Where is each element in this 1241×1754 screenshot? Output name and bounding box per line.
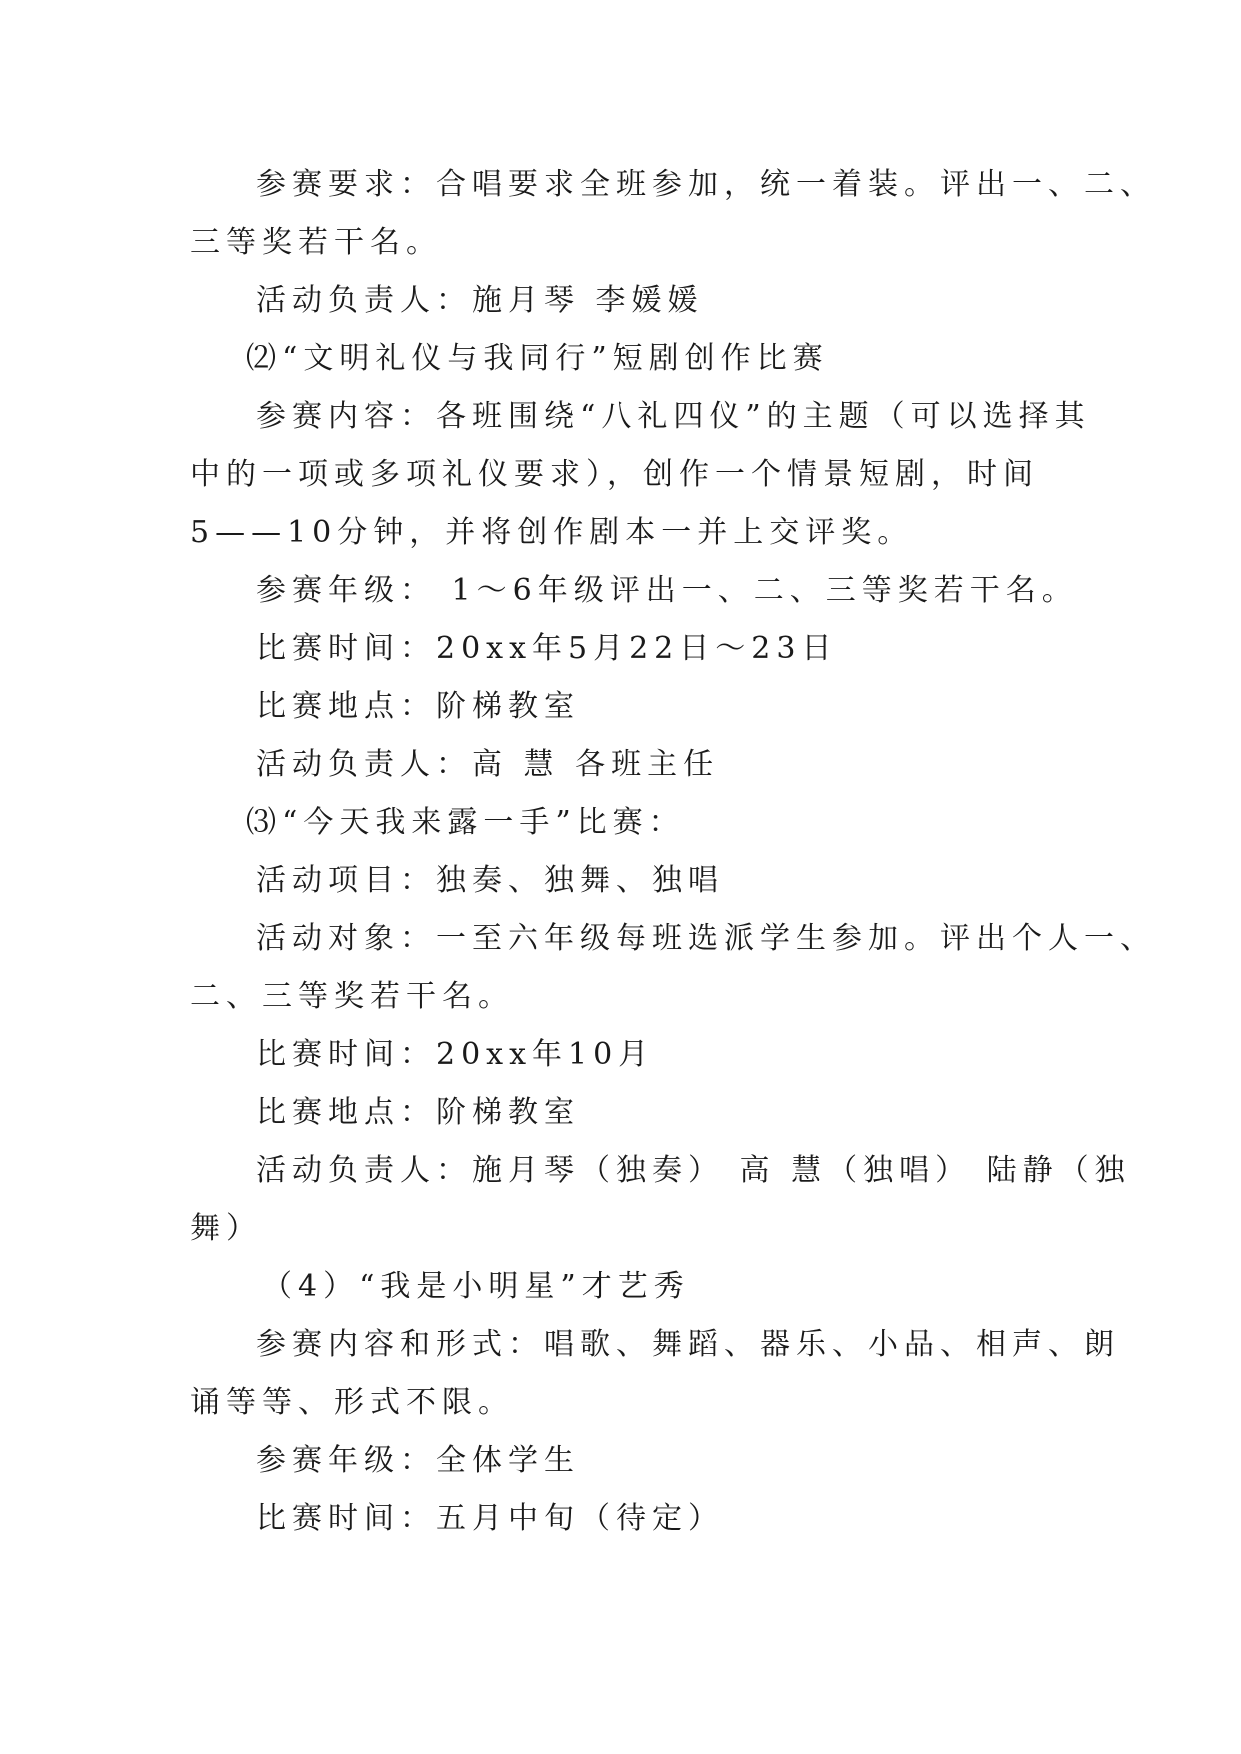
text-line: 5——10分钟，并将创作剧本一并上交评奖。	[190, 515, 914, 550]
section-heading: （4）“我是小明星”才艺秀	[262, 1269, 690, 1304]
text-line: 活动负责人：施月琴（独奏） 高 慧（独唱） 陆静（独	[256, 1153, 1131, 1188]
text-line: 二、三等奖若干名。	[190, 979, 514, 1014]
section-heading: ⑵“文明礼仪与我同行”短剧创作比赛	[246, 341, 829, 376]
text-line: 比赛地点：阶梯教室	[256, 1095, 580, 1130]
text-line: 参赛要求：合唱要求全班参加，统一着装。评出一、二、	[256, 167, 1156, 202]
text-line: 参赛年级：全体学生	[256, 1443, 580, 1478]
text-line: 活动负责人：高 慧 各班主任	[256, 747, 720, 782]
text-line: 比赛时间：20xx年10月	[256, 1037, 655, 1072]
text-line: 活动对象：一至六年级每班选派学生参加。评出个人一、	[256, 921, 1156, 956]
text-line: 比赛地点：阶梯教室	[256, 689, 580, 724]
text-line: 三等奖若干名。	[190, 225, 442, 260]
text-line: 比赛时间：20xx年5月22日～23日	[256, 631, 838, 666]
text-line: 诵等等、形式不限。	[190, 1385, 514, 1420]
text-line: 中的一项或多项礼仪要求），创作一个情景短剧，时间	[190, 457, 1039, 492]
text-line: 活动负责人：施月琴 李媛媛	[256, 283, 704, 318]
text-line: 比赛时间：五月中旬（待定）	[256, 1501, 724, 1536]
text-line: 舞）	[190, 1211, 262, 1246]
text-line: 活动项目：独奏、独舞、独唱	[256, 863, 724, 898]
text-line: 参赛年级： 1～6年级评出一、二、三等奖若干名。	[256, 573, 1078, 608]
section-heading: ⑶“今天我来露一手”比赛：	[246, 805, 685, 840]
text-line: 参赛内容：各班围绕“八礼四仪”的主题（可以选择其	[256, 399, 1091, 434]
text-line: 参赛内容和形式：唱歌、舞蹈、器乐、小品、相声、朗	[256, 1327, 1120, 1362]
